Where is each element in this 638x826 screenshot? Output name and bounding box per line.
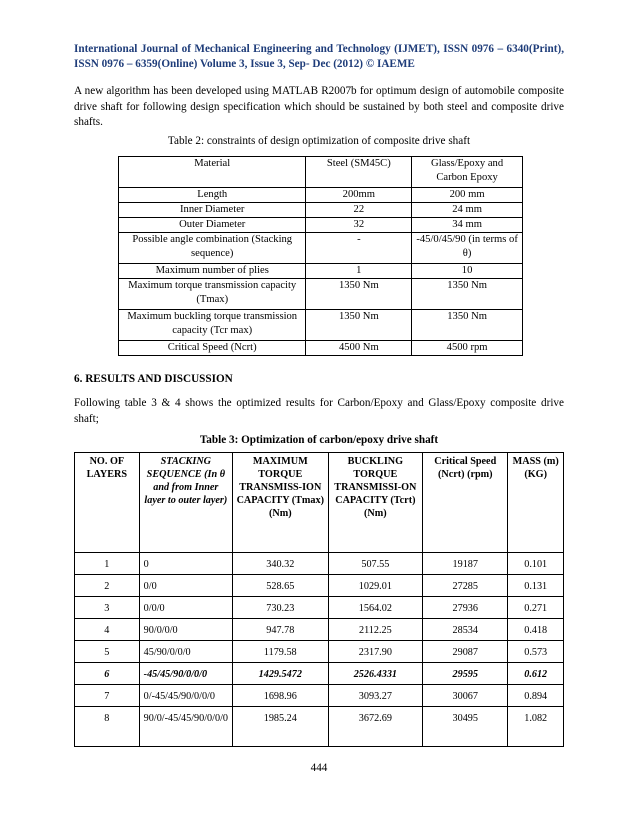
constraint-row bbox=[119, 264, 523, 279]
layers-cell: 8 bbox=[75, 707, 140, 747]
critical-speed-cell: 28534 bbox=[423, 619, 508, 641]
stacking-cell: 0/-45/45/90/0/0/0 bbox=[139, 685, 232, 707]
constraint-name: Maximum number of plies bbox=[119, 264, 306, 279]
page-number: 444 bbox=[310, 762, 328, 774]
mass-cell: 0.418 bbox=[508, 619, 564, 641]
buckling-torque-cell: 1564.02 bbox=[328, 597, 423, 619]
steel-value: 4500 Nm bbox=[306, 341, 412, 356]
critical-speed-cell: 27936 bbox=[423, 597, 508, 619]
layers-cell: 3 bbox=[75, 597, 140, 619]
table-row bbox=[75, 619, 564, 641]
constraint-name: Inner Diameter bbox=[119, 203, 306, 218]
composite-value: Glass/Epoxy and Carbon Epoxy bbox=[412, 157, 523, 188]
buckling-torque-cell: 507.55 bbox=[328, 553, 423, 575]
steel-value: 1 bbox=[306, 264, 412, 279]
steel-value: 1350 Nm bbox=[306, 279, 412, 310]
critical-speed-cell: 19187 bbox=[423, 553, 508, 575]
constraints-table bbox=[118, 156, 523, 356]
critical-speed-header: Critical Speed (Ncrt) (rpm) bbox=[423, 453, 508, 553]
max-torque-header: MAXIMUM TORQUE TRANSMISS-ION CAPACITY (Tmax) (Nm) bbox=[233, 453, 329, 553]
mass-cell: 1.082 bbox=[508, 707, 564, 747]
constraint-row bbox=[119, 279, 523, 310]
steel-value: 1350 Nm bbox=[306, 310, 412, 341]
layers-header: NO. OF LAYERS bbox=[75, 453, 140, 553]
constraint-row bbox=[119, 157, 523, 188]
layers-cell: 2 bbox=[75, 575, 140, 597]
stacking-cell: 0/0 bbox=[139, 575, 232, 597]
critical-speed-cell: 27285 bbox=[423, 575, 508, 597]
composite-value: -45/0/45/90 (in terms of θ) bbox=[412, 233, 523, 264]
max-torque-cell: 730.23 bbox=[233, 597, 329, 619]
stacking-cell: -45/45/90/0/0/0 bbox=[139, 663, 232, 685]
buckling-torque-cell: 2317.90 bbox=[328, 641, 423, 663]
composite-value: 34 mm bbox=[412, 218, 523, 233]
stacking-cell: 0/0/0 bbox=[139, 597, 232, 619]
composite-value: 10 bbox=[412, 264, 523, 279]
max-torque-cell: 1429.5472 bbox=[233, 663, 329, 685]
max-torque-cell: 340.32 bbox=[233, 553, 329, 575]
constraint-name: Length bbox=[119, 188, 306, 203]
constraint-row bbox=[119, 341, 523, 356]
table3-caption: Table 3: Optimization of carbon/epoxy drive shaft bbox=[199, 434, 439, 446]
buckling-torque-header: BUCKLING TORQUE TRANSMISSI-ON CAPACITY (Tcrt) (Nm) bbox=[328, 453, 423, 553]
constraint-name: Material bbox=[119, 157, 306, 188]
stacking-cell: 90/0/-45/45/90/0/0/0 bbox=[139, 707, 232, 747]
table-row bbox=[75, 685, 564, 707]
composite-value: 4500 rpm bbox=[412, 341, 523, 356]
constraint-name: Maximum torque transmission capacity (Tmax) bbox=[119, 279, 306, 310]
constraint-name: Critical Speed (Ncrt) bbox=[119, 341, 306, 356]
buckling-torque-cell: 2526.4331 bbox=[328, 663, 423, 685]
mass-cell: 0.612 bbox=[508, 663, 564, 685]
composite-value: 24 mm bbox=[412, 203, 523, 218]
constraint-row bbox=[119, 218, 523, 233]
stacking-cell: 45/90/0/0/0 bbox=[139, 641, 232, 663]
constraint-row bbox=[119, 188, 523, 203]
buckling-torque-cell: 1029.01 bbox=[328, 575, 423, 597]
table-row bbox=[75, 641, 564, 663]
results-paragraph: Following table 3 & 4 shows the optimized results for Carbon/Epoxy and Glass/Epoxy composite drive shaft; bbox=[74, 397, 564, 425]
constraint-name: Maximum buckling torque transmission capacity (Tcr max) bbox=[119, 310, 306, 341]
constraint-name: Outer Diameter bbox=[119, 218, 306, 233]
critical-speed-cell: 29595 bbox=[423, 663, 508, 685]
layers-cell: 5 bbox=[75, 641, 140, 663]
mass-cell: 0.573 bbox=[508, 641, 564, 663]
max-torque-cell: 947.78 bbox=[233, 619, 329, 641]
table-row bbox=[75, 597, 564, 619]
table2-caption: Table 2: constraints of design optimization of composite drive shaft bbox=[167, 135, 471, 147]
buckling-torque-cell: 3672.69 bbox=[328, 707, 423, 747]
steel-value: 200mm bbox=[306, 188, 412, 203]
mass-cell: 0.101 bbox=[508, 553, 564, 575]
max-torque-cell: 1179.58 bbox=[233, 641, 329, 663]
table-row bbox=[75, 553, 564, 575]
steel-value: Steel (SM45C) bbox=[306, 157, 412, 188]
constraint-row bbox=[119, 310, 523, 341]
intro-paragraph: A new algorithm has been developed using MATLAB R2007b for optimum design of automobile composite drive shaft for following design specification which should be sustained by both steel and composite drive shafts. bbox=[74, 85, 564, 128]
critical-speed-cell: 30067 bbox=[423, 685, 508, 707]
stacking-cell: 90/0/0/0 bbox=[139, 619, 232, 641]
composite-value: 1350 Nm bbox=[412, 310, 523, 341]
max-torque-cell: 1698.96 bbox=[233, 685, 329, 707]
constraint-row bbox=[119, 203, 523, 218]
mass-cell: 0.894 bbox=[508, 685, 564, 707]
critical-speed-cell: 30495 bbox=[423, 707, 508, 747]
mass-cell: 0.131 bbox=[508, 575, 564, 597]
mass-cell: 0.271 bbox=[508, 597, 564, 619]
stacking-header: STACKING SEQUENCE (In θ and from Inner layer to outer layer) bbox=[139, 453, 232, 553]
constraint-row bbox=[119, 233, 523, 264]
max-torque-cell: 1985.24 bbox=[233, 707, 329, 747]
optimization-table bbox=[74, 452, 564, 747]
section-title: 6. RESULTS AND DISCUSSION bbox=[74, 373, 233, 385]
critical-speed-cell: 29087 bbox=[423, 641, 508, 663]
buckling-torque-cell: 2112.25 bbox=[328, 619, 423, 641]
steel-value: 32 bbox=[306, 218, 412, 233]
steel-value: 22 bbox=[306, 203, 412, 218]
table-row bbox=[75, 707, 564, 747]
composite-value: 200 mm bbox=[412, 188, 523, 203]
table-row bbox=[75, 575, 564, 597]
max-torque-cell: 528.65 bbox=[233, 575, 329, 597]
layers-cell: 1 bbox=[75, 553, 140, 575]
composite-value: 1350 Nm bbox=[412, 279, 523, 310]
layers-cell: 6 bbox=[75, 663, 140, 685]
buckling-torque-cell: 3093.27 bbox=[328, 685, 423, 707]
table-row bbox=[75, 663, 564, 685]
journal-header: International Journal of Mechanical Engineering and Technology (IJMET), ISSN 0976 – 6340(Print), ISSN 0976 – 6359(Online) Volume 3, Issue 3, Sep- Dec (2012) © IAEME bbox=[74, 43, 564, 70]
mass-header: MASS (m) (KG) bbox=[508, 453, 564, 553]
layers-cell: 4 bbox=[75, 619, 140, 641]
layers-cell: 7 bbox=[75, 685, 140, 707]
constraint-name: Possible angle combination (Stacking sequence) bbox=[119, 233, 306, 264]
steel-value: - bbox=[306, 233, 412, 264]
stacking-cell: 0 bbox=[139, 553, 232, 575]
